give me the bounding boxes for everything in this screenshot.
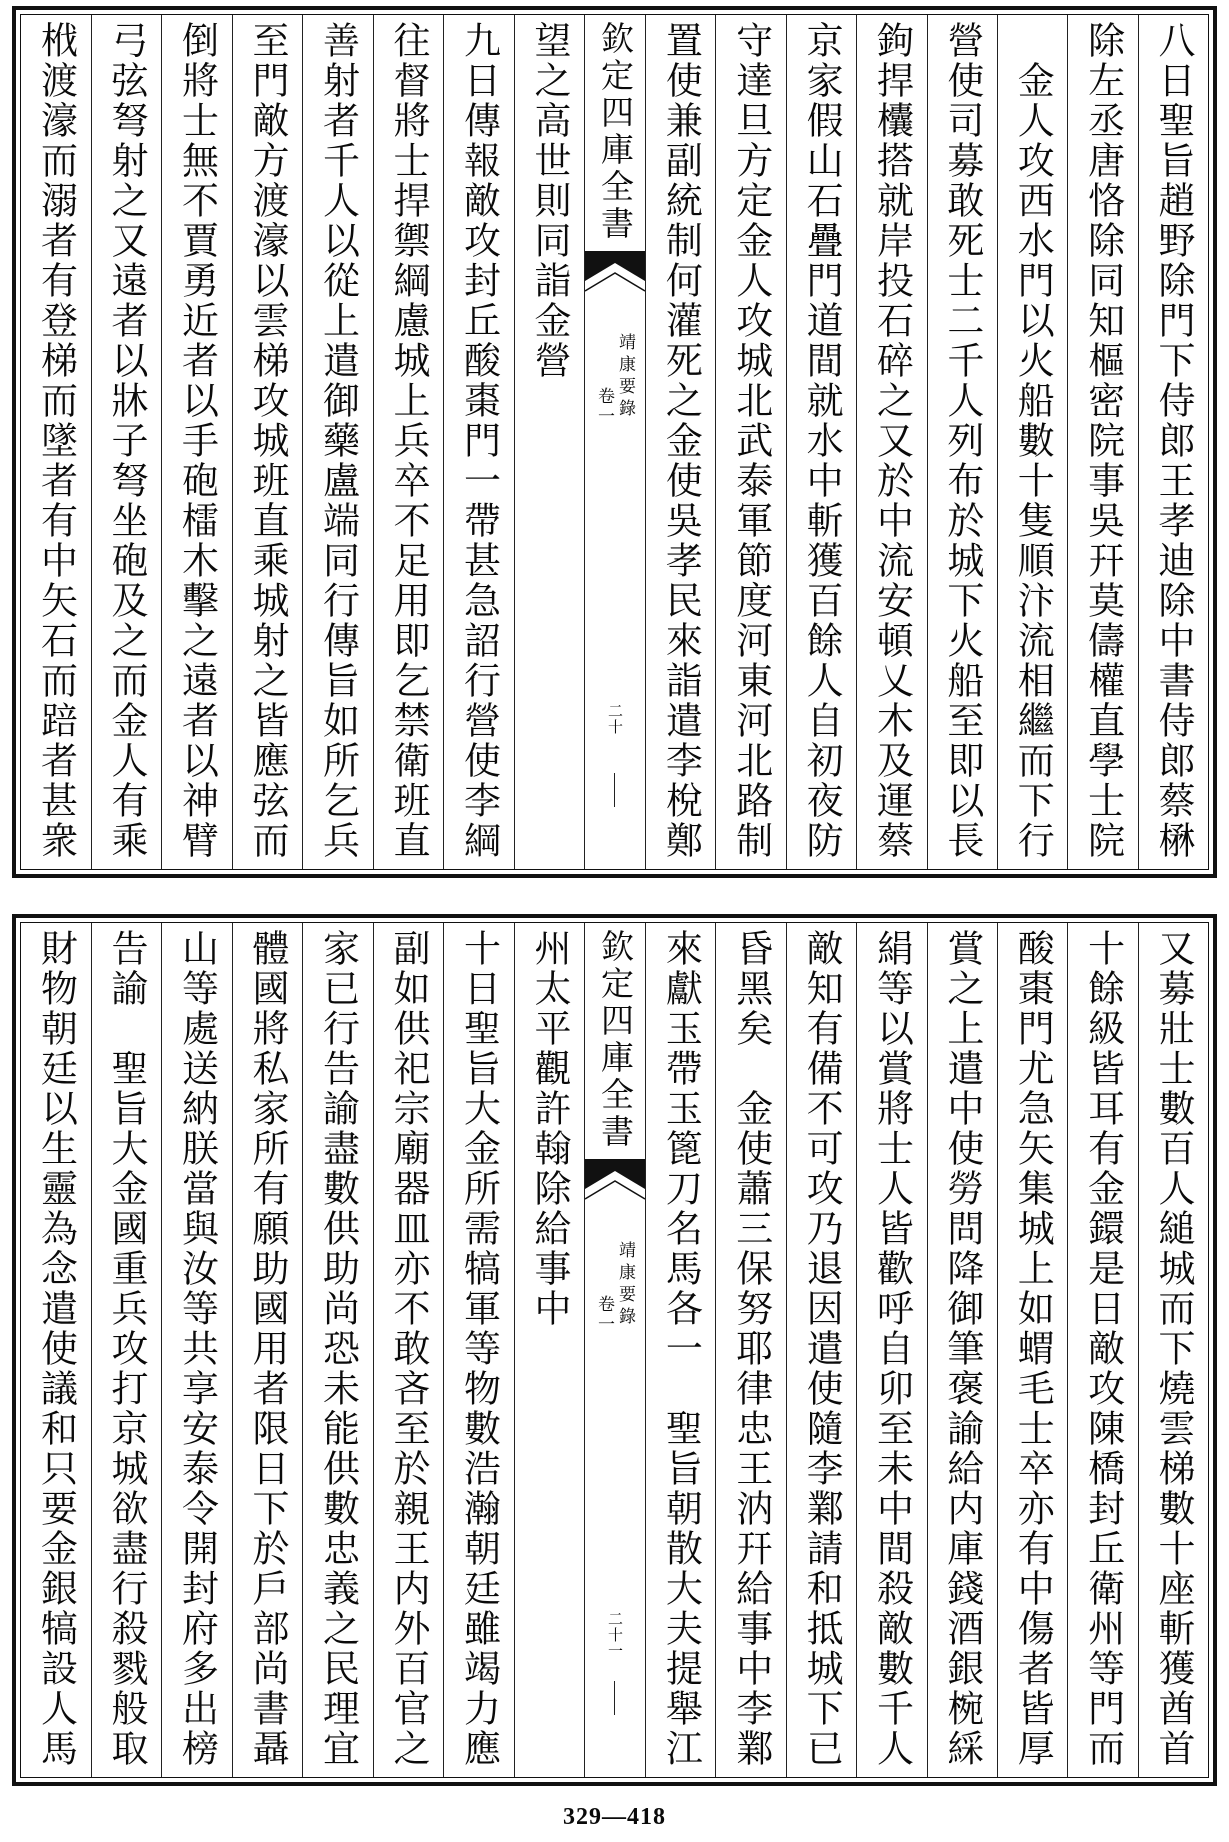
text-column: 財物朝廷以生靈為念遣使議和只要金銀犒設人馬	[34, 929, 78, 1769]
text-column: 十日聖旨大金所需犒軍等物數浩瀚朝廷雖竭力應	[443, 923, 514, 1777]
page-panel-bottom	[12, 914, 1217, 1786]
text-column: 昏黑矣 金使蕭三保努耶律忠王汭幵給事中李鄴	[715, 923, 785, 1777]
text-column: 弓弦弩射之又遠者以牀子弩坐砲及之而金人有乘	[91, 15, 162, 869]
text-column: 善射者千人以從上遣御藥盧端同行傳旨如所乞兵	[302, 15, 373, 869]
text-column: 賞之上遣中使勞問降御筆褒諭給内庫錢酒銀椀綵	[927, 923, 997, 1777]
page-panel-top	[12, 6, 1217, 878]
page-number: 二十	[606, 703, 624, 735]
text-column: 營使司募敢死士二千人列布於城下火船至即以長	[927, 15, 997, 869]
text-column: 八日聖旨趙野除門下侍郎王孝迪除中書侍郎蔡楙	[1138, 15, 1208, 869]
series-title: 欽定四庫全書	[596, 21, 635, 243]
text-column: 來獻玉帶玉篦刀名馬各一 聖旨朝散大夫提舉江	[645, 923, 715, 1777]
series-title: 欽定四庫全書	[596, 929, 635, 1151]
right-half-columns	[645, 15, 1208, 869]
text-column: 絹等以賞將士人皆歡呼自卯至未中間殺敵數千人	[856, 923, 926, 1777]
book-title: 靖康要錄	[615, 1241, 635, 1329]
text-column: 鉤捍欜搭就岸投石碎之又於中流安頓乂木及運蔡	[856, 15, 926, 869]
text-column: 守達旦方定金人攻城北武泰軍節度河東河北路制	[715, 15, 785, 869]
volume-label: 卷一	[594, 1295, 614, 1335]
page-center-band	[584, 923, 645, 1777]
text-column: 州太平觀許翰除給事中	[514, 923, 585, 1777]
text-column: 體國將私家所有願助國用者限日下於戶部尚書聶	[232, 923, 303, 1777]
text-column: 又募壯士數百人縋城而下燒雲梯數十座斬獲酋首	[1138, 923, 1208, 1777]
text-column: 望之高世則同詣金營	[514, 15, 585, 869]
page-frame	[20, 14, 1209, 870]
band-rule	[614, 773, 615, 807]
text-column: 酸棗門尤急矢集城上如蝟毛士卒亦有中傷者皆厚	[997, 923, 1067, 1777]
text-column: 敵知有備不可攻乃退因遣使隨李鄴請和抵城下已	[786, 923, 856, 1777]
volume-label: 卷一	[594, 387, 614, 427]
text-column: 告諭 聖旨大金國重兵攻打京城欲盡行殺戮般取	[91, 923, 162, 1777]
text-column: 十餘級皆耳有金鐶是日敵攻陳橋封丘衛州等門而	[1067, 923, 1137, 1777]
text-column: 往督將士捍禦綱慮城上兵卒不足用即乞禁衛班直	[373, 15, 444, 869]
text-column: 倒將士無不賈勇近者以手砲檑木擊之遠者以神臂	[161, 15, 232, 869]
text-column: 九日傳報敵攻封丘酸棗門一帶甚急詔行營使李綱	[443, 15, 514, 869]
text-column: 金人攻西水門以火船數十隻順汴流相繼而下行	[997, 15, 1067, 869]
scan-page-reference: 329—418	[563, 1804, 666, 1830]
book-title: 靖康要錄	[615, 333, 635, 421]
band-rule	[614, 1681, 615, 1715]
text-column: 栰渡濠而溺者有登梯而墜者有中矢石而踣者甚衆	[34, 21, 78, 861]
text-column: 京家假山石疊門道間就水中斬獲百餘人自初夜防	[786, 15, 856, 869]
page-frame	[20, 922, 1209, 1778]
text-column: 副如供祀宗廟器皿亦不敢吝至於親王内外百官之	[373, 923, 444, 1777]
left-half-columns	[21, 923, 584, 1777]
page-center-band	[584, 15, 645, 869]
left-half-columns	[21, 15, 584, 869]
fishtail-mark-icon	[585, 1159, 645, 1205]
text-column: 除左丞唐恪除同知樞密院事吳幵莫儔權直學士院	[1067, 15, 1137, 869]
right-half-columns	[645, 923, 1208, 1777]
fishtail-mark-icon	[585, 251, 645, 297]
text-column: 置使兼副統制何灌死之金使吳孝民來詣遣李梲鄭	[645, 15, 715, 869]
text-column: 山等處送納朕當與汝等共享安泰令開封府多出榜	[161, 923, 232, 1777]
text-column: 至門敵方渡濠以雲梯攻城班直乘城射之皆應弦而	[232, 15, 303, 869]
text-column: 家已行告諭盡數供助尚恐未能供數忠義之民理宜	[302, 923, 373, 1777]
page-number: 二十一	[606, 1611, 624, 1659]
